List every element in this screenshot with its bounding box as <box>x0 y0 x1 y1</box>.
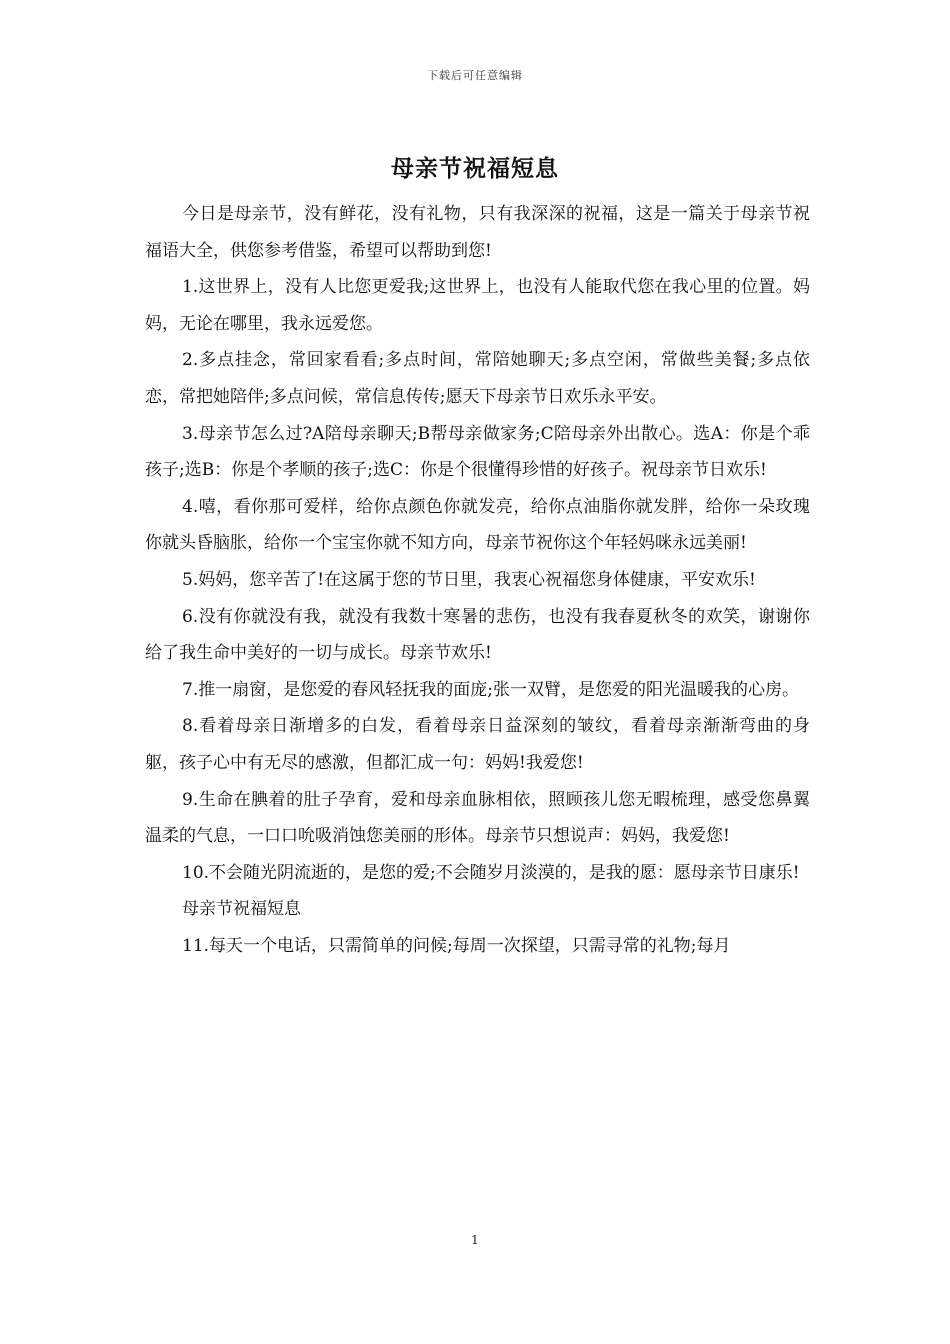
blessing-item-7: 7.推一扇窗，是您爱的春风轻抚我的面庞;张一双臂，是您爱的阳光温暖我的心房。 <box>182 679 799 700</box>
blessing-item-5: 5.妈妈，您辛苦了!在这属于您的节日里，我衷心祝福您身体健康，平安欢乐! <box>182 569 756 590</box>
header-note: 下载后可任意编辑 <box>427 69 523 82</box>
blessing-item-3: 3.母亲节怎么过?A陪母亲聊天;B帮母亲做家务;C陪母亲外出散心。选A：你是个乖孩子;选B：你是个孝顺的孩子;选C：你是个很懂得珍惜的好孩子。祝母亲节日欢乐! <box>145 423 810 481</box>
document-title: 母亲节祝福短息 <box>391 155 559 182</box>
blessing-item-8: 8.看着母亲日渐增多的白发，看着母亲日益深刻的皱纹，看着母亲渐渐弯曲的身躯，孩子心中有无尽的感激，但都汇成一句：妈妈!我爱您! <box>145 716 810 773</box>
blessing-item-2: 2.多点挂念，常回家看看;多点时间，常陪她聊天;多点空闲，常做些美餐;多点依恋，常把她陪伴;多点问候，常信息传传;愿天下母亲节日欢乐永平安。 <box>145 350 810 407</box>
intro-paragraph: 今日是母亲节，没有鲜花，没有礼物，只有我深深的祝福，这是一篇关于母亲节祝福语大全，供您参考借鉴，希望可以帮助到您! <box>145 204 810 261</box>
page-number: 1 <box>471 1233 479 1247</box>
blessing-item-9: 9.生命在腆着的肚子孕育，爱和母亲血脉相依，照顾孩儿您无暇梳理，感受您鼻翼温柔的气息，一口口吮吸消蚀您美丽的形体。母亲节只想说声：妈妈，我爱您! <box>145 789 810 847</box>
blessing-item-11: 11.每天一个电话，只需简单的问候;每周一次探望，只需寻常的礼物;每月 <box>182 935 731 956</box>
blessing-item-1: 1.这世界上，没有人比您更爱我;这世界上，也没有人能取代您在我心里的位置。妈妈，无论在哪里，我永远爱您。 <box>145 277 810 334</box>
section-subheading: 母亲节祝福短息 <box>182 899 301 920</box>
blessing-item-10: 10.不会随光阴流逝的，是您的爱;不会随岁月淡漠的，是我的愿：愿母亲节日康乐! <box>182 862 800 883</box>
blessing-item-4: 4.嘻，看你那可爱样，给你点颜色你就发亮，给你点油脂你就发胖，给你一朵玫瑰你就头昏脑胀，给你一个宝宝你就不知方向，母亲节祝你这个年轻妈咪永远美丽! <box>145 496 810 554</box>
document-body <box>145 196 810 964</box>
blessing-item-6: 6.没有你就没有我，就没有我数十寒暑的悲伤，也没有我春夏秋冬的欢笑，谢谢你给了我生命中美好的一切与成长。母亲节欢乐! <box>145 606 810 664</box>
